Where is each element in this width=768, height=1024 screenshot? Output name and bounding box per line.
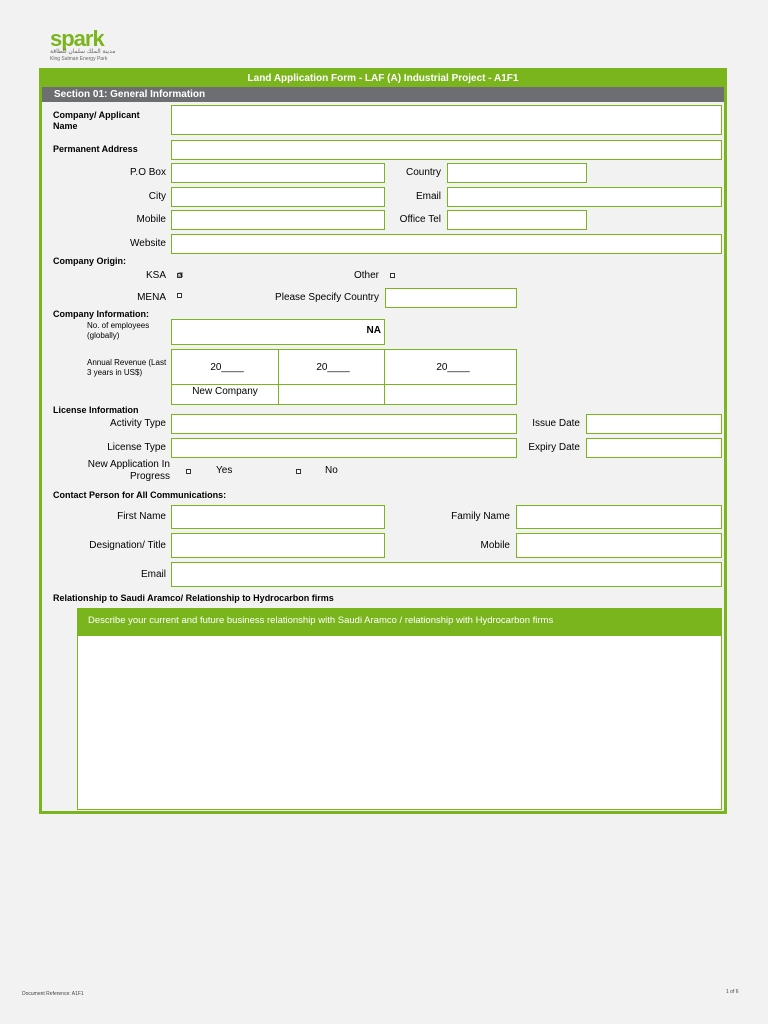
logo-english-text: King Salman Energy Park xyxy=(50,56,108,62)
section-title: Section 01: General Information xyxy=(42,87,724,102)
revenue-year-3[interactable]: 20____ xyxy=(436,362,470,373)
specify-country-field[interactable] xyxy=(385,288,517,308)
company-information-label: Company Information: xyxy=(53,309,149,319)
license-information-label: License Information xyxy=(53,405,139,415)
revenue-year-1[interactable]: 20____ xyxy=(210,362,244,373)
designation-label: Designation/ Title xyxy=(89,540,166,551)
activity-type-field[interactable] xyxy=(171,414,517,434)
revenue-year-2[interactable]: 20____ xyxy=(316,362,350,373)
mena-checkbox[interactable] xyxy=(177,293,182,298)
ksa-checkbox[interactable]: ☒ xyxy=(178,273,184,279)
new-company-label: New Company xyxy=(192,386,258,397)
contact-email-label: Email xyxy=(140,569,166,580)
document-reference: Document Reference: A1F1 xyxy=(22,991,84,997)
city-field[interactable] xyxy=(171,187,385,207)
relationship-label: Relationship to Saudi Aramco/ Relationship to Hydrocarbon firms xyxy=(53,593,334,603)
company-name-label: Company/ Applicant Name xyxy=(53,110,140,131)
employees-field[interactable]: NA xyxy=(171,319,385,345)
logo-wordmark: spark xyxy=(50,26,104,51)
mobile-label: Mobile xyxy=(136,214,166,225)
email-label: Email xyxy=(415,191,441,202)
specify-country-label: Please Specify Country xyxy=(275,292,379,303)
relationship-textarea[interactable] xyxy=(77,608,722,810)
logo-arabic-text: مدينة الملك سلمان للطاقة xyxy=(50,49,116,55)
yes-checkbox[interactable] xyxy=(186,469,191,474)
contact-email-field[interactable] xyxy=(171,562,722,587)
website-label: Website xyxy=(130,238,166,249)
office-tel-field[interactable] xyxy=(447,210,587,230)
form-title: Land Application Form - LAF (A) Industrial Project - A1F1 xyxy=(42,71,724,87)
ksa-label: KSA xyxy=(145,270,166,281)
issue-date-field[interactable] xyxy=(586,414,722,434)
no-checkbox[interactable] xyxy=(296,469,301,474)
expiry-date-field[interactable] xyxy=(586,438,722,458)
new-application-label: New Application In Progress xyxy=(87,459,170,482)
other-checkbox[interactable] xyxy=(390,273,395,278)
contact-person-label: Contact Person for All Communications: xyxy=(53,490,227,500)
page-number: 1 of 6 xyxy=(726,989,739,995)
company-origin-label: Company Origin: xyxy=(53,256,127,266)
company-name-field[interactable] xyxy=(171,105,722,135)
family-name-field[interactable] xyxy=(516,505,722,529)
employees-label: No. of employees (globally) xyxy=(87,321,150,340)
website-field[interactable] xyxy=(171,234,722,254)
license-type-field[interactable] xyxy=(171,438,517,458)
yes-label: Yes xyxy=(216,465,233,476)
activity-type-label: Activity Type xyxy=(110,418,166,429)
family-name-label: Family Name xyxy=(451,511,510,522)
designation-field[interactable] xyxy=(171,533,385,558)
license-type-label: License Type xyxy=(107,442,166,453)
contact-mobile-field[interactable] xyxy=(516,533,722,558)
revenue-label: Annual Revenue (Last 3 years in US$) xyxy=(87,358,167,377)
first-name-field[interactable] xyxy=(171,505,385,529)
contact-mobile-label: Mobile xyxy=(480,540,510,551)
office-tel-label: Office Tel xyxy=(399,214,441,225)
po-box-field[interactable] xyxy=(171,163,385,183)
city-label: City xyxy=(148,191,166,202)
permanent-address-label: Permanent Address xyxy=(53,144,138,154)
no-label: No xyxy=(325,465,338,476)
country-label: Country xyxy=(405,167,441,178)
relationship-prompt: Describe your current and future business relationship with Saudi Aramco / relationship with Hydrocarbon firms xyxy=(77,608,722,636)
revenue-table xyxy=(171,349,517,405)
permanent-address-field[interactable] xyxy=(171,140,722,160)
first-name-label: First Name xyxy=(117,511,166,522)
po-box-label: P.O Box xyxy=(130,167,166,178)
expiry-date-label: Expiry Date xyxy=(528,442,580,453)
mobile-field[interactable] xyxy=(171,210,385,230)
other-label: Other xyxy=(353,270,379,281)
country-field[interactable] xyxy=(447,163,587,183)
mena-label: MENA xyxy=(137,292,166,303)
email-field[interactable] xyxy=(447,187,722,207)
issue-date-label: Issue Date xyxy=(532,418,580,429)
spark-logo xyxy=(50,28,120,64)
